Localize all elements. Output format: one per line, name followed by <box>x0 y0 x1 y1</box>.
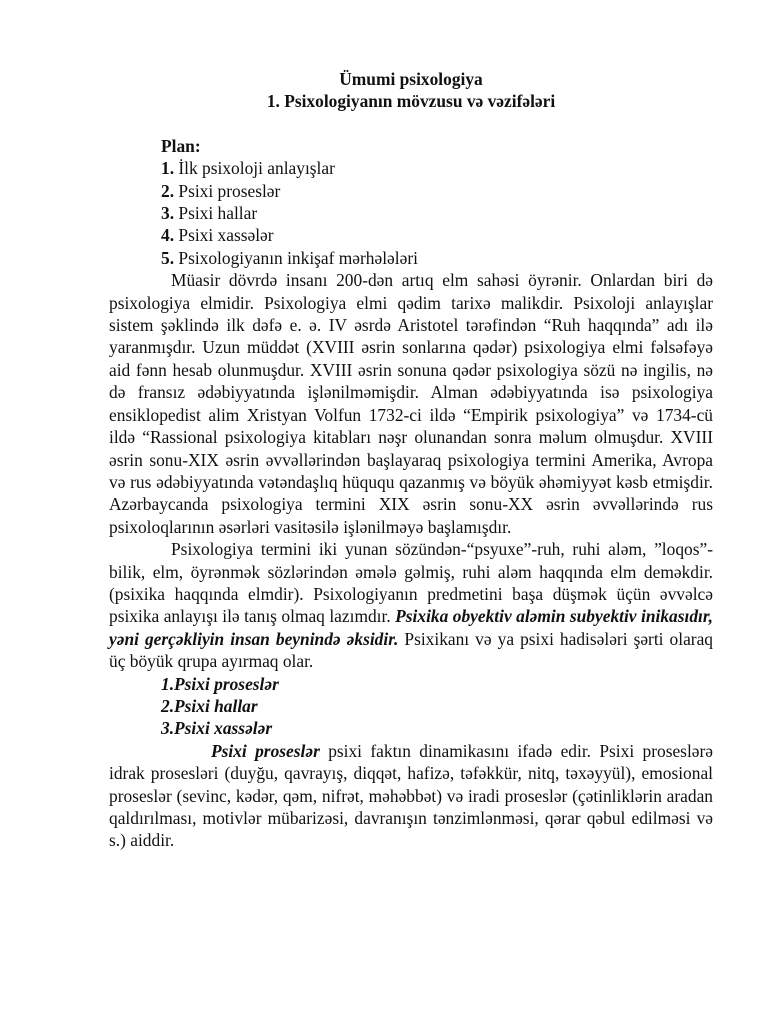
plan-item-text: Psixi hallar <box>174 203 258 224</box>
plan-item-text: İlk psixoloji anlayışlar <box>174 158 335 179</box>
plan-item <box>161 157 713 179</box>
group-item: 1.Psixi proseslər <box>161 673 279 694</box>
paragraph-definition-text: Psixologiya termini iki yunan sözündən-“psyuxe”-ruh, ruhi aləm, ”loqos”-bilik, elm, öyrənmək sözlərindən əmələ gəlmiş, ruhi aləm haqqında elm deməkdir. (psixika haqqında elmdir). Psixologiyanın predmetini başa düşmək üçün əvvəlcə psixika anlayışı ilə tanış olmaq lazımdır. <box>109 539 713 627</box>
processes-emphasis: Psixi proseslər <box>211 740 320 761</box>
document-title: Ümumi psixologiya <box>339 69 483 89</box>
plan-heading: Plan: <box>161 135 201 156</box>
plan-item <box>161 224 713 246</box>
plan-section <box>109 135 713 269</box>
plan-list <box>161 157 713 269</box>
plan-item-number: 3. <box>161 203 175 224</box>
plan-item-number: 4. <box>161 225 175 246</box>
plan-item-number: 1. <box>161 158 175 179</box>
psychic-groups-list <box>109 673 713 740</box>
plan-item <box>161 202 713 224</box>
group-item: 2.Psixi hallar <box>161 695 258 716</box>
plan-item-text: Psixi proseslər <box>174 180 281 201</box>
plan-item <box>161 247 713 269</box>
document-subtitle: 1. Psixologiyanın mövzusu və vəzifələri <box>266 91 556 112</box>
plan-item <box>161 180 713 202</box>
plan-item-text: Psixologiyanın inkişaf mərhələləri <box>174 247 418 268</box>
paragraph-processes <box>109 740 713 852</box>
paragraph-intro: Müasir dövrdə insanı 200-dən artıq elm sahəsi öyrənir. Onlardan biri də psixologiya elmidir. Psixologiya elmi qədim tarixə malikdir. Psixoloji anlayışlar sistem şəklində ilk dəfə e. ə. IV əsrdə Aristotel tərəfindən “Ruh haqqında” adı ilə yaranmışdır. Uzun müddət (XVIII əsrin sonlarına qədər) psixologiya elmi fəlsəfəyə aid fənn hesab olunmuşdur. XVIII əsrin sonuna qədər psixologiya sözü nə ingilis, nə də fransız ədəbiyyatında işlənilməmişdir. Alman ədəbiyyatında isə psixologiya ensiklopedist alim Xristyan Volfun 1732-ci ildə “Empirik psixologiya” və 1734-cü ildə “Rassional psixologiya kitabları nəşr olunandan sonra məlum olmuşdur. XVIII əsrin sonu-XIX əsrin əvvəllərindən başlayaraq psixologiya termini Amerika, Avropa və rus ədəbiyyatında vətəndaşlıq hüququ qazanmış və böyük əhəmiyyət kəsb etmişdir. Azərbaycanda psixologiya termini XIX əsrin sonu-XX əsrin əvvəllərində rus psixoloqlarının əsərləri vasitəsilə işlənilməyə başlamışdır. <box>109 270 713 537</box>
plan-item-number: 5. <box>161 247 175 268</box>
paragraph-definition <box>109 538 713 672</box>
paragraph-definition-tail: Psixikanı və ya psixi hadisələri şərti olaraq üç böyük qrupa ayırmaq olar. <box>109 628 713 672</box>
group-item: 3.Psixi xassələr <box>161 718 273 739</box>
paragraph-processes-text: psixi faktın dinamikasını ifadə edir. Psixi proseslərə idrak prosesləri (duyğu, qavrayış, diqqət, hafizə, təfəkkür, nitq, təxəyyül), emosional proseslər (sevinc, kədər, qəm, nifrət, məhəbbət) və iradi proseslər (çətinliklərin aradan qaldırılması, motivlər mübarizəsi, davranışın tənzimlənməsi, qərar qəbul edilməsi və s.) aiddir. <box>109 740 714 851</box>
definition-emphasis: Psixika obyektiv aləmin subyektiv inikasıdır, yəni gerçəkliyin insan beynində əksidir. <box>109 606 713 649</box>
plan-item-text: Psixi xassələr <box>174 225 274 246</box>
document-page <box>109 68 713 852</box>
plan-item-number: 2. <box>161 180 175 201</box>
